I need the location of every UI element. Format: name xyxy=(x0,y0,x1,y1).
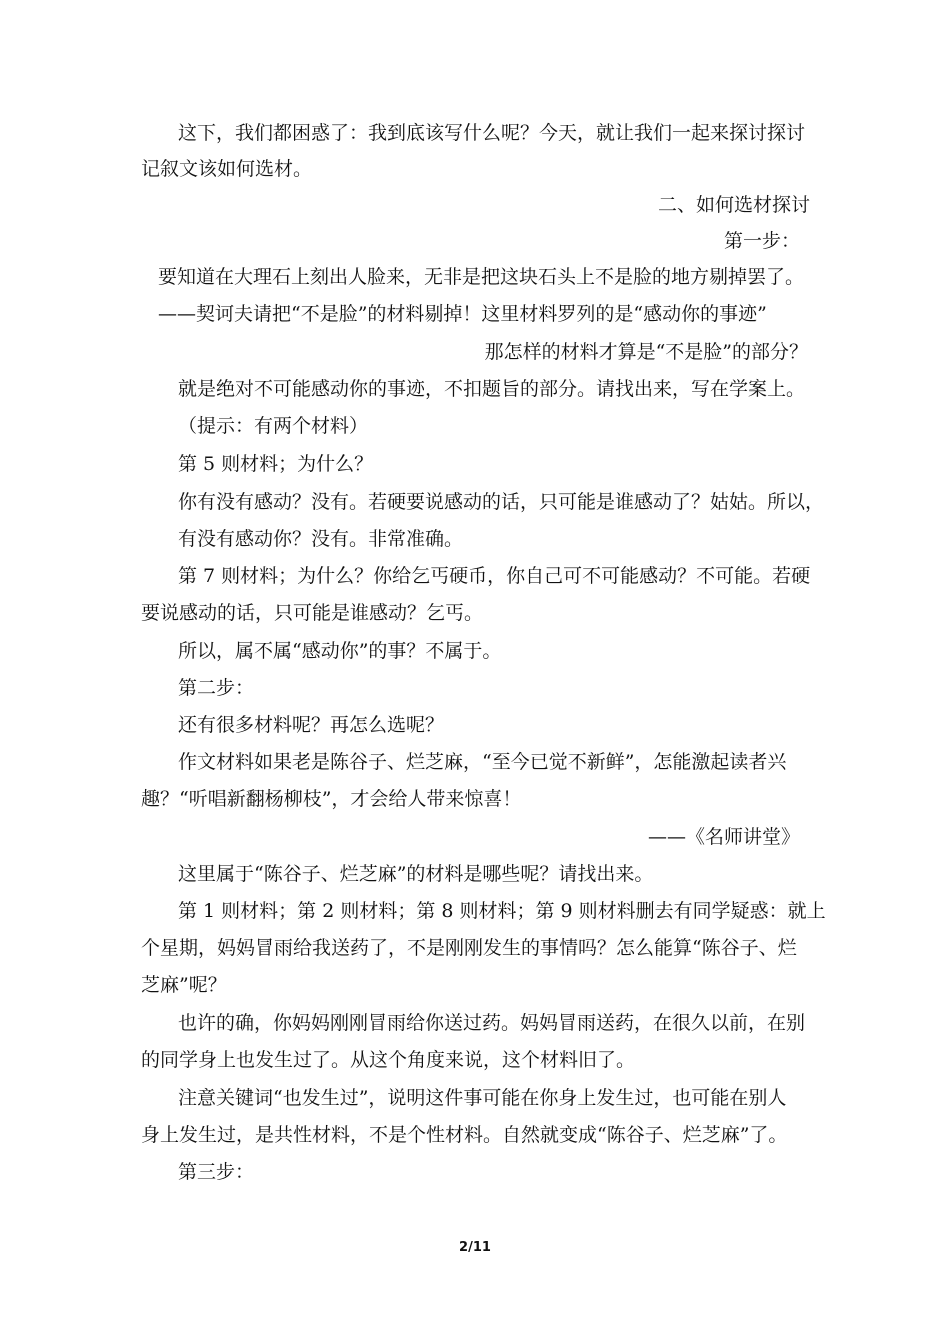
text-line: 这下，我们都困惑了：我到底该写什么呢？今天，就让我们一起来探讨探讨 xyxy=(178,122,806,144)
step-heading: 第三步： xyxy=(178,1161,255,1183)
text-line: 个星期，妈妈冒雨给我送药了，不是刚刚发生的事情吗？怎么能算“陈谷子、烂 xyxy=(141,937,797,959)
text-line: 身上发生过，是共性材料，不是个性材料。自然就变成“陈谷子、烂芝麻”了。 xyxy=(141,1124,788,1146)
text-line: 这里属于“陈谷子、烂芝麻”的材料是哪些呢？请找出来。 xyxy=(178,863,654,885)
text-line: 芝麻”呢？ xyxy=(141,974,227,996)
section-heading: 二、如何选材探讨 xyxy=(657,194,810,216)
quote-attribution: ——契诃夫请把“不是脸”的材料剔掉！这里材料罗列的是“感动你的事迹” xyxy=(158,303,767,325)
text-line: 所以，属不属“感动你”的事？不属于。 xyxy=(178,640,502,662)
text-line: 第 5 则材料；为什么？ xyxy=(178,453,374,475)
text-line: 你有没有感动？没有。若硬要说感动的话，只可能是谁感动了？姑姑。所以， xyxy=(178,491,825,513)
text-line: 注意关键词“也发生过”，说明这件事可能在你身上发生过，也可能在别人 xyxy=(178,1087,787,1109)
hint-line: （提示：有两个材料） xyxy=(178,415,369,437)
step-heading: 第二步： xyxy=(178,677,255,699)
text-line: 趣？“听唱新翻杨柳枝”，才会给人带来惊喜！ xyxy=(141,788,522,810)
text-line: 还有很多材料呢？再怎么选呢？ xyxy=(178,714,445,736)
quote-line: 要知道在大理石上刻出人脸来，无非是把这块石头上不是脸的地方剔掉罢了。 xyxy=(158,266,805,288)
text-line: 要说感动的话，只可能是谁感动？乞丐。 xyxy=(141,602,484,624)
text-line: 记叙文该如何选材。 xyxy=(141,158,313,180)
text-line: 作文材料如果老是陈谷子、烂芝麻，“至今已觉不新鲜”，怎能激起读者兴 xyxy=(178,751,787,773)
text-line: 有没有感动你？没有。非常准确。 xyxy=(178,528,464,550)
text-line: 第 7 则材料；为什么？你给乞丐硬币，你自己可不可能感动？不可能。若硬 xyxy=(178,565,811,587)
text-line: 那怎样的材料才算是“不是脸”的部分？ xyxy=(484,341,808,363)
text-line: 也许的确，你妈妈刚刚冒雨给你送过药。妈妈冒雨送药，在很久以前，在别 xyxy=(178,1012,806,1034)
text-line: 就是绝对不可能感动你的事迹，不扣题旨的部分。请找出来，写在学案上。 xyxy=(178,378,806,400)
step-heading: 第一步： xyxy=(723,230,800,252)
text-line: 第 1 则材料；第 2 则材料；第 8 则材料；第 9 则材料删去有同学疑惑：就上 xyxy=(178,900,826,922)
quote-source: ——《名师讲堂》 xyxy=(647,826,800,848)
text-line: 的同学身上也发生过了。从这个角度来说，这个材料旧了。 xyxy=(141,1049,636,1071)
page-number: 2/11 xyxy=(459,1240,491,1255)
